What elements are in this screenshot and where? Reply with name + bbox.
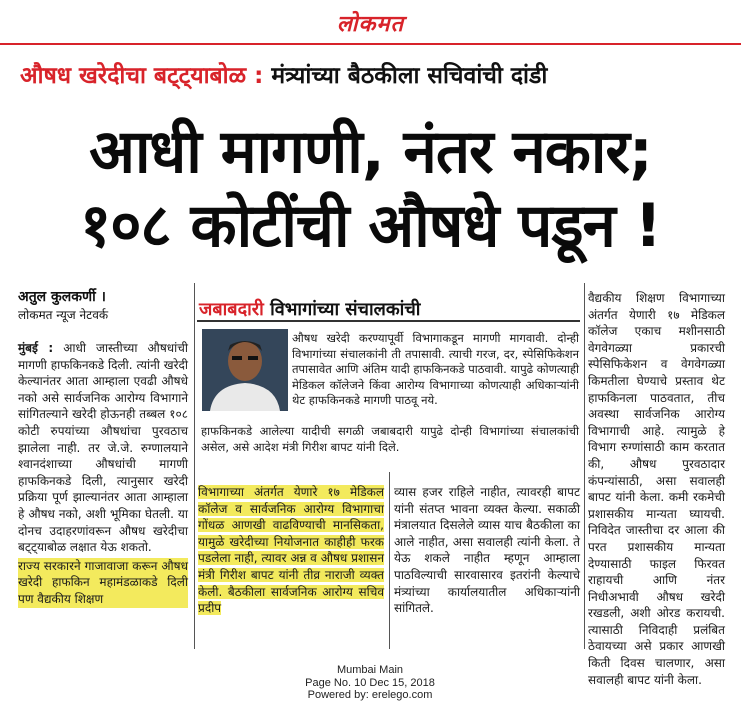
footer-edition: Mumbai Main — [336, 664, 404, 676]
headline-line-1: आधी मागणी, नंतर नकार; — [89, 117, 652, 187]
box-text-1: औषध खरेदी करण्यापूर्वी विभागाकडून मागणी मागवावी. दोन्ही विभागांच्या संचालकांनी ती तपासावी. त्याची गरज, दर, स्पेसिफिकेशन तपासावेत आणि अंतिम यादी हाफकिनकडे पाठवावी. यापुढे कोणत्याही मेडिकल कॉलेजने किंवा आरोग्य विभागाच्या कोणत्याही अधिकाऱ्यांनी थेट हाफकिनकडे मागणी पाठवू नये. — [292, 331, 579, 407]
box-title — [199, 297, 499, 321]
column-divider-3 — [584, 283, 585, 649]
kicker-red: औषध खरेदीचा बट्ट्याबोळ : — [20, 63, 264, 89]
footer-page: Page No. 10 Dec 15, 2018 — [305, 676, 435, 689]
box-title-red: जबाबदारी — [199, 299, 264, 320]
byline-name: अतुल कुलकर्णी । — [18, 289, 106, 305]
headline-line-2: १०८ कोटींची औषधे पडून ! — [80, 191, 661, 261]
col1-paragraph-1: आधी जास्तीच्या औषधांची मागणी हाफकिनकडे दिली. त्यांनी खरेदी केल्यानंतर आता आम्हाला एवढी औषधे नको असे सार्वजनिक आरोग्य विभागाने सांगितल्याने खरेदी होऊनही तब्बल १०८ कोटी रुपयांच्या औषधांचा पुरवठाच झालेला नाही. तर जे.जे. रुग्णालयाने श्वानदंशाच्या औषधांची मागणी हाफकिनकडे दिली, त्यानुसार खरेदी प्रक्रिया पूर्ण झाल्यानंतर आता आम्हाला हे औषध नको, अशी भूमिका घेतली. या दोनच उदाहरणांवरून औषध खरेदीचा बट्ट्याबोळ लक्षात येऊ शकतो. — [18, 341, 188, 555]
article-column-4: वैद्यकीय शिक्षण विभागाच्या अंतर्गत येणारी १७ मेडिकल कॉलेज एकाच मशीनसाठी वेगवेगळ्या प्रकारची स्पेसिफिकेशन व वेगवेगळ्या किमतीला घेण्याचे प्रस्ताव थेट हाफकिनला पाठवतात, तीच अवस्था सार्वजनिक आरोग्य विभागाची आहे. त्यामुळे हे विभाग रुग्णांसाठी काम करतात की, औषध पुरवठादार कंपन्यांसाठी, असा सवालही बापट यांनी केला. कमी रकमेची प्रशासकीय मान्यता घ्यायची. निविदेत जास्तीचा दर आला की परत प्रशासकीय मान्यता देण्यासाठी फाइल फिरवत राहायची आणि नंतर निधीअभावी औषध खरेदी रखडली, अशी ओरड करायची. त्यासाठी निविदाही प्रलंबित ठेवायच्या असे प्रकार आणखी किती दिवस चालणार, असा सवालही बापट यांनी केला. — [588, 291, 725, 687]
col2-highlight: विभागाच्या अंतर्गत येणारे १७ मेडिकल कॉलेज व सार्वजनिक आरोग्य विभागाचा गोंधळ आणखी वाढविण्याची मानसिकता, यामुळे खरेदीच्या नियोजनात काहीही फरक पडलेला नाही, त्यावर अन्न व औषध प्रशासन मंत्री गिरीश बापट यांनी तीव्र नाराजी व्यक्त केली. बैठकीला सार्वजनिक आरोग्य सचिव प्रदीप — [198, 485, 384, 616]
box-text-2: हाफकिनकडे आलेल्या यादीची सगळी जबाबदारी यापुढे दोन्ही विभागांच्या संचालकांची असेल, असे आदेश मंत्री गिरीश बापट यांनी दिले. — [201, 424, 579, 454]
masthead-rule — [0, 43, 741, 45]
col1-highlight: राज्य सरकारने गाजावाजा करून औषध खरेदी हाफकिन महामंडळाकडे दिली पण वैद्यकीय शिक्षण — [18, 558, 188, 606]
byline — [18, 287, 190, 323]
newspaper-logo: लोकमत — [336, 11, 405, 37]
article-column-1 — [18, 340, 188, 608]
dateline: मुंबई : — [18, 341, 54, 355]
column-divider-2 — [389, 472, 390, 649]
byline-org: लोकमत न्यूज नेटवर्क — [18, 308, 109, 322]
minister-photo — [202, 329, 288, 411]
footer-powered: Powered by: erelego.com — [307, 689, 433, 701]
kicker — [20, 58, 720, 90]
article-column-3: व्यास हजर राहिले नाहीत, त्यावरही बापट यांनी संतप्त भावना व्यक्त केल्या. सकाळी मंत्रालयात दिसलेले व्यास याच बैठकीला का आले नाहीत, असा सवालही त्यांनी केला. ते येऊ शकले नाहीत म्हणून आम्हाला पाठविल्याची सारवासारव इतरांनी केल्याचे मंत्र्यांच्या कार्यालयातील अधिकाऱ्यांनी सांगितले. — [394, 485, 580, 616]
page-footer — [250, 664, 490, 702]
box-title-underline — [197, 320, 580, 322]
kicker-black: मंत्र्यांच्या बैठकीला सचिवांची दांडी — [263, 63, 548, 89]
box-title-rest: विभागांच्या संचालकांची — [263, 299, 421, 320]
column-divider-1 — [194, 283, 195, 649]
article-column-2 — [198, 484, 384, 617]
